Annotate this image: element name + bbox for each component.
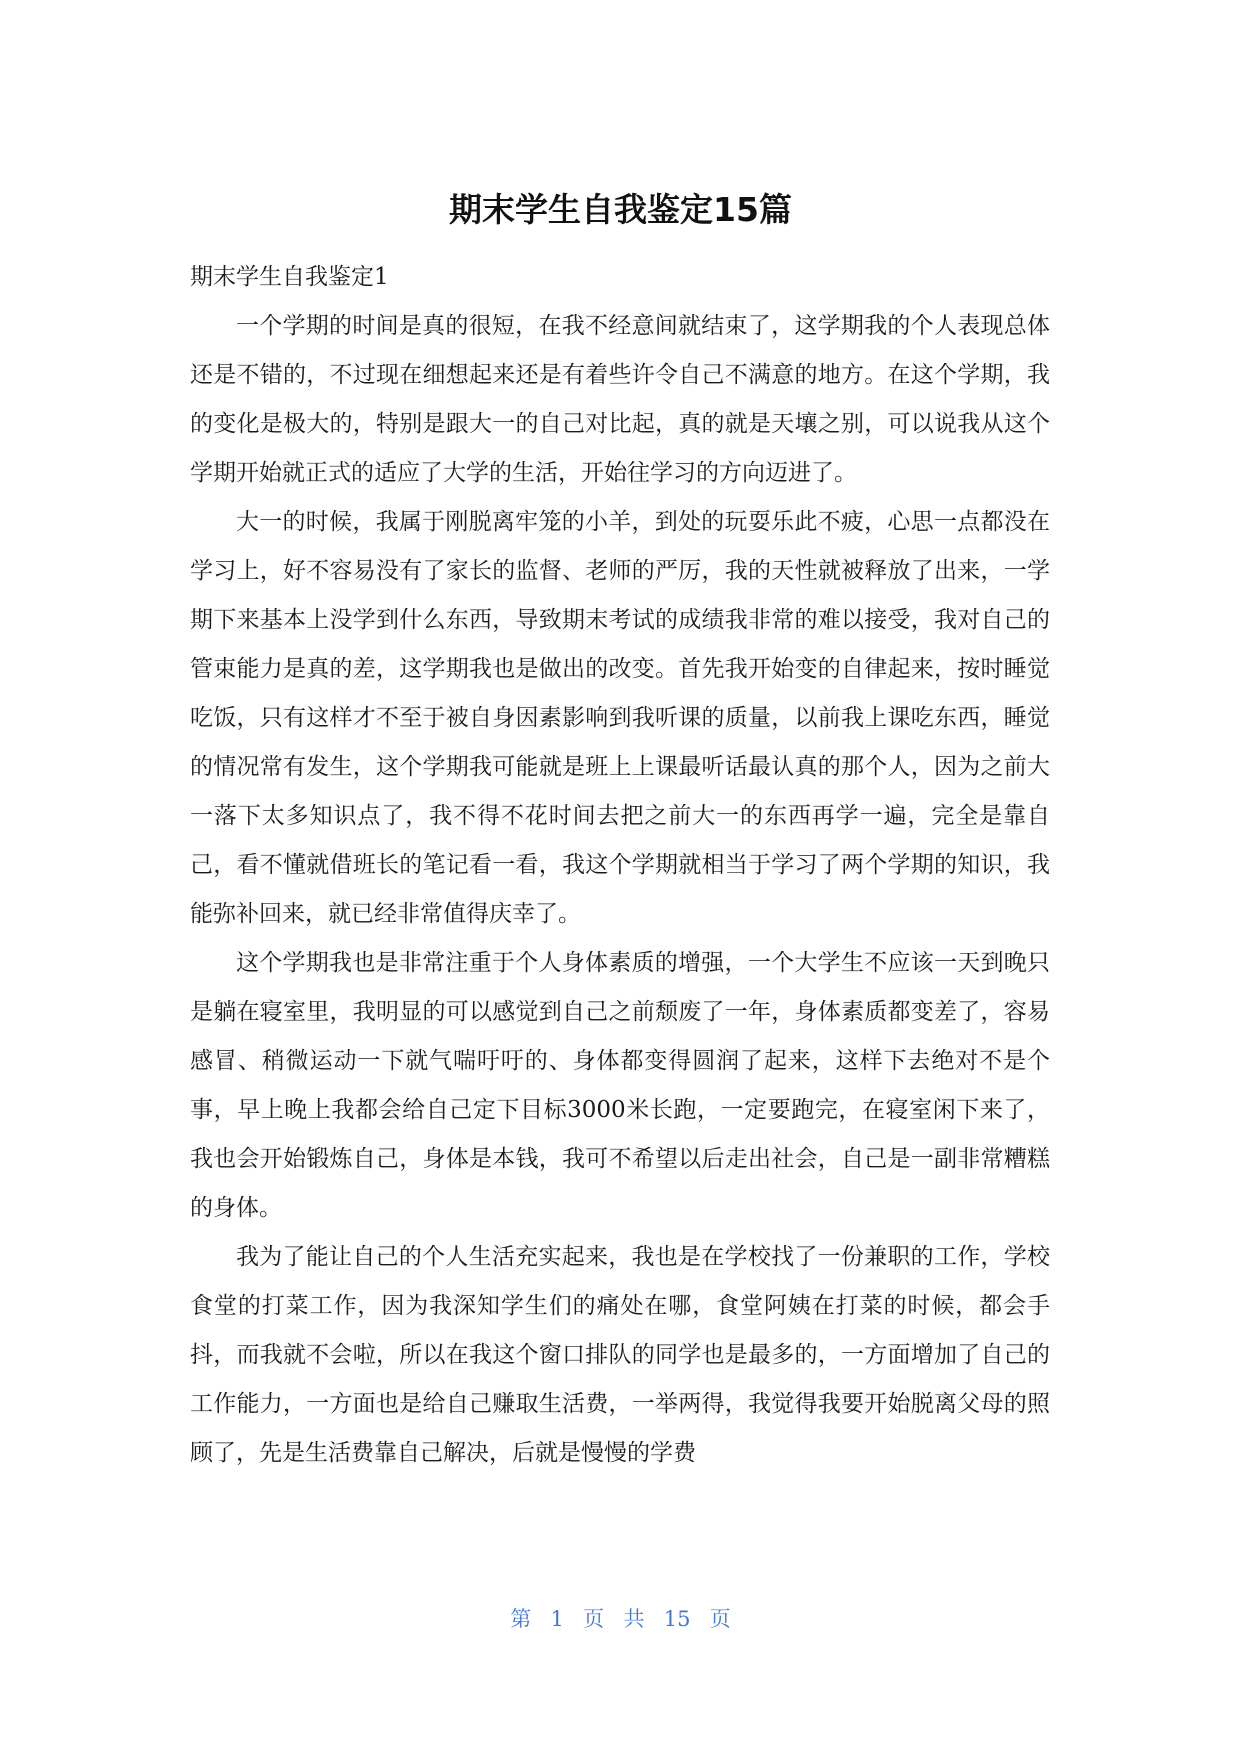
paragraph-4: 我为了能让自己的个人生活充实起来，我也是在学校找了一份兼职的工作，学校食堂的打菜工作，因为我深知学生们的痛处在哪，食堂阿姨在打菜的时候，都会手抖，而我就不会啦，所以在我这个窗口排队的同学也是最多的，一方面增加了自己的工作能力，一方面也是给自己赚取生活费，一举两得，我觉得我要开始脱离父母的照顾了，先是生活费靠自己解决，后就是慢慢的学费 [190, 1244, 1050, 1466]
page-number-footer: 第 1 页 共 15 页 [510, 1607, 731, 1631]
paragraph-3: 这个学期我也是非常注重于个人身体素质的增强，一个大学生不应该一天到晚只是躺在寝室里，我明显的可以感觉到自己之前颓废了一年，身体素质都变差了，容易感冒、稍微运动一下就气喘吁吁的、身体都变得圆润了起来，这样下去绝对不是个事，早上晚上我都会给自己定下目标3000米长跑，一定要跑完，在寝室闲下来了，我也会开始锻炼自己，身体是本钱，我可不希望以后走出社会，自己是一副非常糟糕的身体。 [190, 950, 1050, 1221]
document-body [190, 253, 1050, 1478]
section-heading: 期末学生自我鉴定1 [190, 264, 389, 290]
paragraph-2: 大一的时候，我属于刚脱离牢笼的小羊，到处的玩耍乐此不疲，心思一点都没在学习上，好不容易没有了家长的监督、老师的严厉，我的天性就被释放了出来，一学期下来基本上没学到什么东西，导致期末考试的成绩我非常的难以接受，我对自己的管束能力是真的差，这学期我也是做出的改变。首先我开始变的自律起来，按时睡觉吃饭，只有这样才不至于被自身因素影响到我听课的质量，以前我上课吃东西，睡觉的情况常有发生，这个学期我可能就是班上上课最听话最认真的那个人，因为之前大一落下太多知识点了，我不得不花时间去把之前大一的东西再学一遍，完全是靠自己，看不懂就借班长的笔记看一看，我这个学期就相当于学习了两个学期的知识，我能弥补回来，就已经非常值得庆幸了。 [190, 509, 1050, 927]
document-title: 期末学生自我鉴定15篇 [449, 190, 792, 229]
paragraph-1: 一个学期的时间是真的很短，在我不经意间就结束了，这学期我的个人表现总体还是不错的，不过现在细想起来还是有着些许令自己不满意的地方。在这个学期，我的变化是极大的，特别是跟大一的自己对比起，真的就是天壤之别，可以说我从这个学期开始就正式的适应了大学的生活，开始往学习的方向迈进了。 [190, 313, 1050, 486]
